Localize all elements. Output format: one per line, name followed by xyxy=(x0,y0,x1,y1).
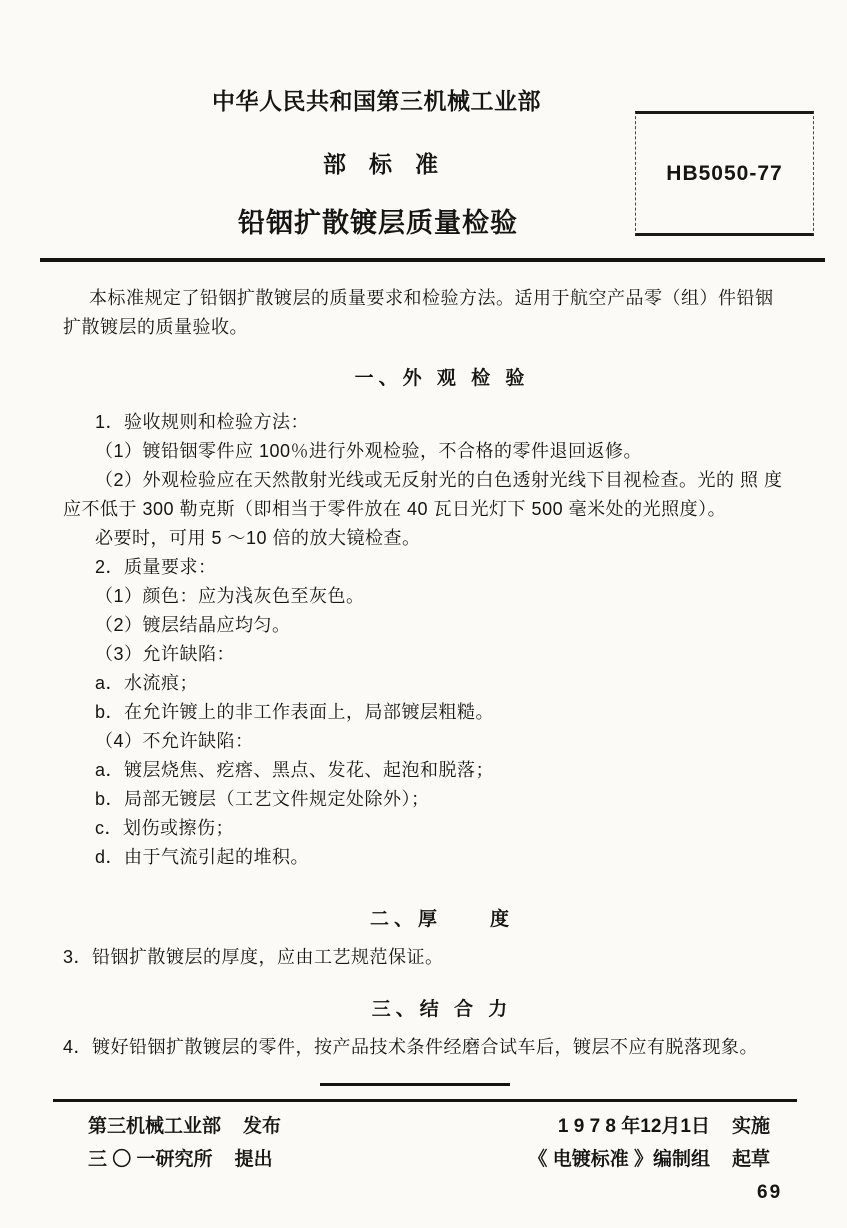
intro-line: 本标准规定了铅铟扩散镀层的质量要求和检验方法。适用于航空产品零（组）件铅铟 xyxy=(89,288,774,308)
text-line: （1）颜色：应为浅灰色至灰色。 xyxy=(95,586,365,606)
footer xyxy=(88,1110,770,1176)
text-line: a．镀层烧焦、疙瘩、黑点、发花、起泡和脱落； xyxy=(95,760,495,780)
document-body xyxy=(63,284,821,1062)
footer-draft-line xyxy=(528,1143,770,1176)
page-number: 69 xyxy=(757,1182,783,1203)
end-of-text-divider xyxy=(320,1083,510,1086)
text-line: （4）不允许缺陷： xyxy=(95,731,254,751)
drafting-org: 《 电镀标准 》编制组 xyxy=(528,1149,710,1170)
text-line: a．水流痕； xyxy=(95,673,199,693)
text-line: 必要时，可用 5 ～10 倍的放大镜检查。 xyxy=(95,528,421,548)
implementation-date: 1 9 7 8 年12月1日 xyxy=(557,1116,710,1137)
standard-code: HB5050-77 xyxy=(666,161,783,185)
text-line: c．划伤或擦伤； xyxy=(95,818,234,838)
text-line: 4．镀好铅铟扩散镀层的零件，按产品技术条件经磨合试车后，镀层不应有脱落现象。 xyxy=(63,1037,759,1057)
ministry-name: 中华人民共和国第三机械工业部 xyxy=(212,88,541,114)
intro-line: 扩散镀层的质量验收。 xyxy=(63,317,248,337)
text-line: 1．验收规则和检验方法： xyxy=(95,412,310,432)
footer-right-column xyxy=(528,1110,770,1176)
footer-divider xyxy=(53,1099,797,1102)
implementation-action: 实施 xyxy=(731,1116,770,1137)
issuing-action: 发布 xyxy=(243,1116,282,1137)
header-divider xyxy=(40,258,825,262)
section-appearance-lines xyxy=(63,408,821,872)
text-line: 应不低于 300 勒克斯（即相当于零件放在 40 瓦日光灯下 500 毫米处的光照度）。 xyxy=(63,499,727,519)
text-line: （2）镀层结晶应均匀。 xyxy=(95,615,291,635)
text-line: b．局部无镀层（工艺文件规定处除外）； xyxy=(95,789,430,809)
section-thickness-lines xyxy=(63,943,821,972)
text-line: b．在允许镀上的非工作表面上，局部镀层粗糙。 xyxy=(95,702,495,722)
standard-code-box xyxy=(635,111,814,236)
proposing-org: 三 〇 一研究所 xyxy=(88,1149,213,1170)
issuing-org: 第三机械工业部 xyxy=(88,1116,222,1137)
section-heading-adhesion: 三、结 合 力 xyxy=(371,999,513,1020)
text-line: （1）镀铅铟零件应 100％进行外观检验，不合格的零件退回返修。 xyxy=(95,441,643,461)
text-line: 3．铅铟扩散镀层的厚度，应由工艺规范保证。 xyxy=(63,947,444,967)
drafting-action: 起草 xyxy=(731,1149,770,1170)
section-heading-thickness: 二、厚 度 xyxy=(369,909,514,930)
section-heading-appearance-inspection: 一、外 观 检 验 xyxy=(354,368,530,389)
text-line: （3）允许缺陷： xyxy=(95,644,236,664)
text-line: 2．质量要求： xyxy=(95,557,217,577)
text-line: （2）外观检验应在天然散射光线或无反射光的白色透射光线下目视检查。光的 照 度 xyxy=(95,470,783,490)
footer-implementation-line xyxy=(528,1110,770,1143)
document-title: 铅铟扩散镀层质量检验 xyxy=(238,208,518,238)
intro-paragraph xyxy=(63,284,821,342)
footer-issue-line xyxy=(88,1110,281,1143)
standard-type-label: 部 标 准 xyxy=(323,151,438,177)
footer-left-column xyxy=(88,1110,281,1176)
proposing-action: 提出 xyxy=(234,1149,273,1170)
text-line: d．由于气流引起的堆积。 xyxy=(95,847,310,867)
section-adhesion-lines xyxy=(63,1033,821,1062)
footer-propose-line xyxy=(88,1143,281,1176)
